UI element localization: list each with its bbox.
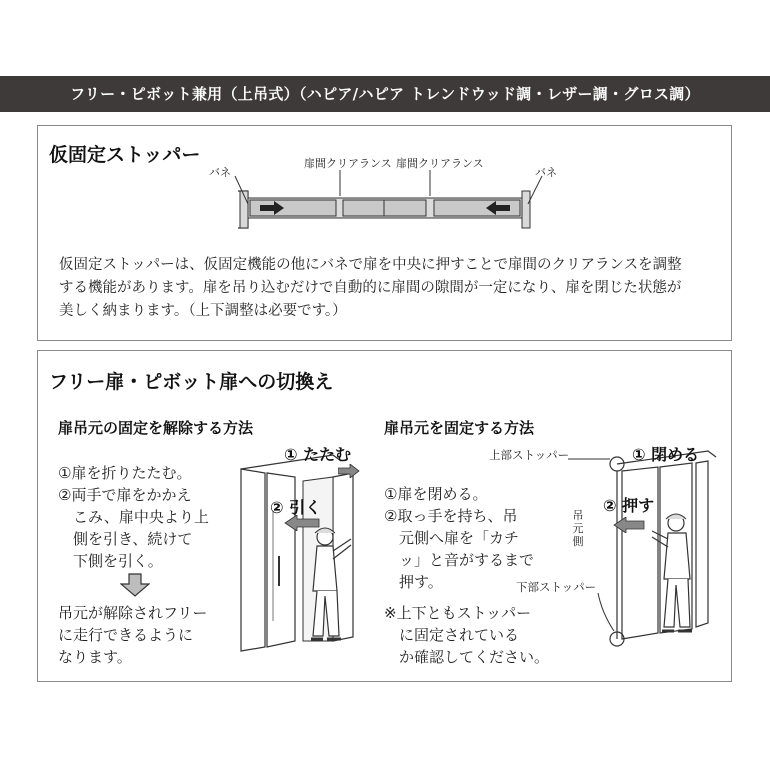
- release-step: ①扉を折りたたむ。: [58, 464, 192, 482]
- fix-note-line: に固定されている: [384, 626, 520, 644]
- fix-step: ①扉を閉める。: [384, 485, 488, 503]
- release-illustration: [233, 451, 373, 661]
- fix-step: 押す。: [384, 573, 443, 591]
- release-step: ②両手で扉をかかえ: [58, 486, 192, 504]
- release-steps: [58, 462, 209, 572]
- stopper-diagram: [38, 126, 731, 246]
- spring-label-left: バネ: [209, 166, 231, 179]
- description-line: 美しく納まります。（上下調整は必要です。）: [59, 303, 347, 319]
- description-line: する機能があります。扉を吊り込むだけで自動的に扉間の隙間が一定になり、扉を閉じた状態が: [59, 280, 682, 296]
- release-result-line: 吊元が解除されフリー: [58, 604, 208, 622]
- description-line: 仮固定ストッパーは、仮固定機能の他にバネで扉を中央に押すことで扉間のクリアランスを調整: [59, 257, 682, 273]
- switch-title: フリー扉・ピボット扉への切換え: [49, 371, 334, 393]
- switch-panel: [37, 350, 732, 682]
- fix-note-line: ※上下ともストッパー: [384, 604, 532, 622]
- fix-subtitle: 扉吊元を固定する方法: [384, 419, 535, 437]
- down-arrow-icon: [120, 573, 150, 597]
- spring-label-right: バネ: [535, 166, 557, 179]
- left-arrow-icon: [284, 515, 320, 531]
- fix-step: 元側へ扉を「カチ: [384, 529, 520, 547]
- fix-callout-push: ② 押す: [603, 496, 655, 515]
- release-step: 側を引き、続けて: [58, 530, 193, 548]
- fix-steps: [384, 483, 534, 593]
- clearance-label-left: 扉間クリアランス: [304, 157, 392, 170]
- fix-note: [384, 602, 549, 668]
- release-result-line: なります。: [58, 648, 132, 666]
- release-callout-pull: ② 引く: [270, 498, 322, 517]
- clearance-label-right: 扉間クリアランス: [396, 157, 484, 170]
- left-arrow-icon: [613, 517, 645, 533]
- release-callout-fold: ① たたむ: [284, 445, 352, 464]
- stopper-panel: [37, 125, 732, 341]
- top-stopper-label: 上部ストッパー: [489, 448, 570, 462]
- section-header: フリー・ピボット兼用（上吊式）（ハピア/ハピア トレンドウッド調・レザー調・グロス調）: [0, 76, 770, 112]
- stopper-title: 仮固定ストッパー: [49, 144, 201, 166]
- stopper-description: [59, 254, 682, 323]
- release-step: こみ、扉中央より上: [58, 508, 209, 526]
- hinge-side-label: 吊元側: [572, 509, 584, 548]
- release-step: 下側を引く。: [58, 552, 163, 570]
- fix-step: ②取っ手を持ち、吊: [384, 507, 518, 525]
- bottom-stopper-label: 下部ストッパー: [516, 580, 597, 594]
- release-result-line: に走行できるように: [58, 626, 194, 644]
- right-arrow-icon: [338, 464, 360, 478]
- release-result: [58, 602, 207, 668]
- release-subtitle: 扉吊元の固定を解除する方法: [58, 419, 254, 437]
- fix-step: ッ」と音がするまで: [384, 551, 535, 569]
- fix-note-line: か確認してください。: [384, 648, 550, 666]
- fix-callout-close: ① 閉める: [632, 445, 700, 464]
- fix-illustration: [558, 443, 718, 663]
